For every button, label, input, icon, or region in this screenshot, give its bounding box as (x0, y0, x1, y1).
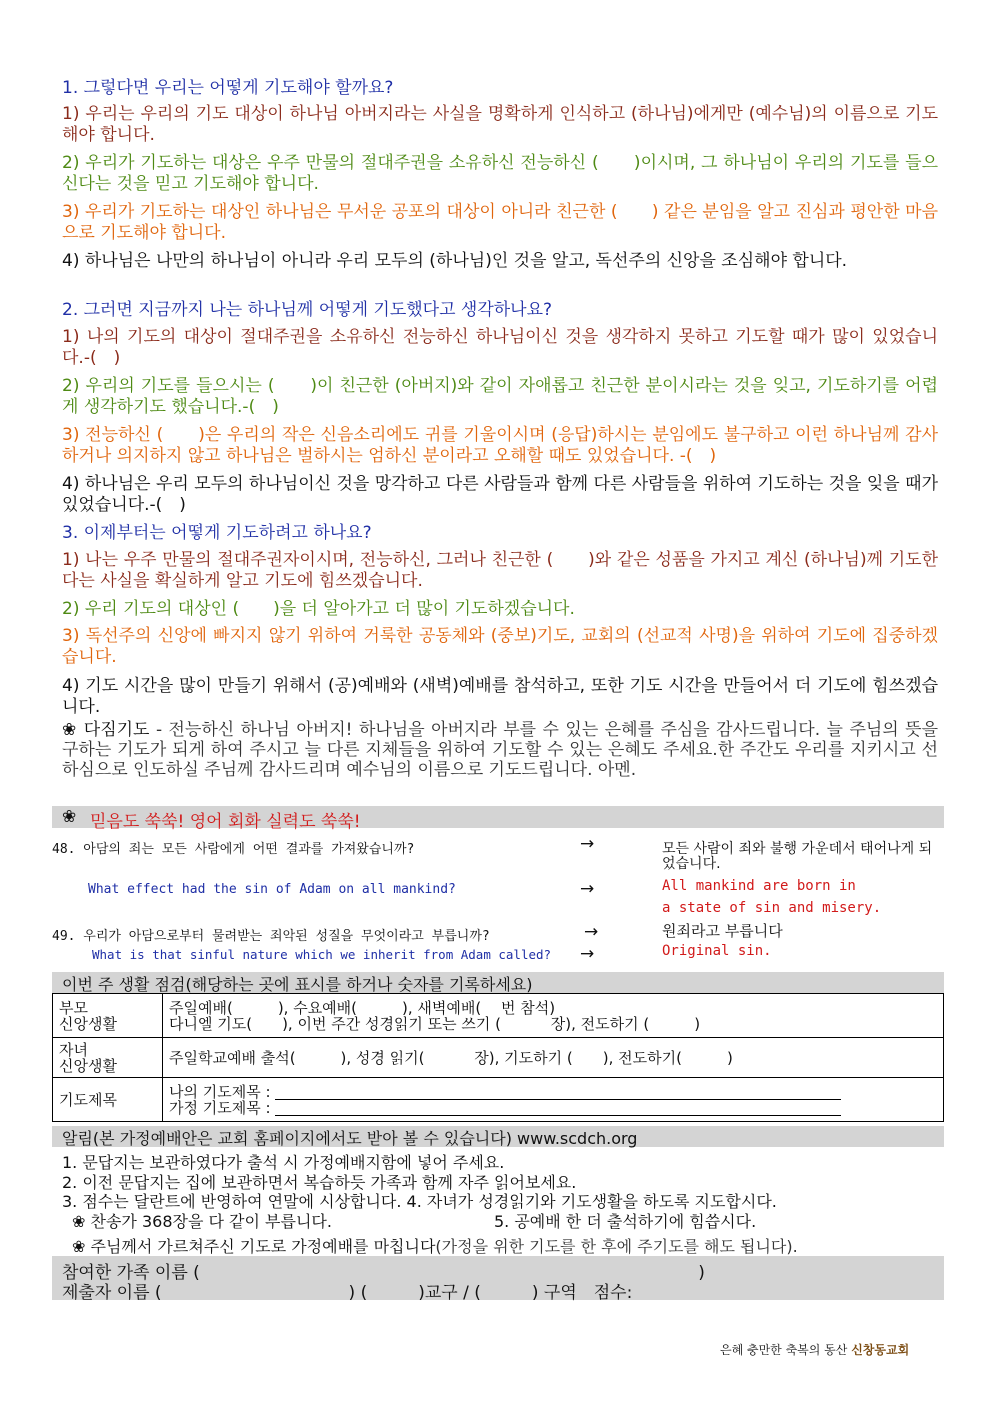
notice-hymn: ❀ 찬송가 368장을 다 같이 부릅니다. (72, 1212, 332, 1231)
section1-item-1: 1) 우리는 우리의 기도 대상이 하나님 아버지라는 사실을 명확하게 인식하고 (하나님)에게만 (예수님)의 이름으로 기도해야 합니다. (62, 104, 938, 145)
family-prayer-label: 가정 기도제목 : (169, 1098, 271, 1117)
flower-icon: ❀ (62, 807, 77, 827)
notice-bar (52, 1126, 944, 1147)
a48-english-2: a state of sin and misery. (662, 900, 882, 916)
section3-item-1: 1) 나는 우주 만물의 절대주권자이시며, 전능하신, 그러나 친근한 ( )와 같은 성품을 가지고 계신 (하나님)께 기도한다는 사실을 확실하게 알고 기도에 힘쓰겠습니다. (62, 550, 938, 591)
arrow-icon: → (580, 944, 595, 964)
my-prayer-label: 나의 기도제목 : (169, 1082, 271, 1101)
notice-closing: ❀ 주님께서 가르쳐주신 기도로 가정예배를 마칩니다(가정을 위한 기도를 한 후에 주기도를 해도 됩니다). (72, 1237, 798, 1256)
my-prayer-field[interactable] (275, 1087, 841, 1100)
a49-korean: 원죄라고 부릅니다 (662, 922, 783, 940)
section1-item-2: 2) 우리가 기도하는 대상은 우주 만물의 절대주권을 소유하신 전능하신 ( )이시며, 그 하나님이 우리의 기도를 들으신다는 것을 믿고 기도해야 합니다. (62, 153, 938, 194)
submission-form (52, 1256, 944, 1303)
table-row (53, 1038, 944, 1078)
faith-english-bar (52, 806, 944, 832)
section3-item-3: 3) 독선주의 신앙에 빠지지 않기 위하여 거룩한 공동체와 (중보)기도, 교회의 (선교적 사명)을 위하여 기도에 집중하겠습니다. (62, 626, 938, 667)
section2-heading: 2. 그러면 지금까지 나는 하나님께 어떻게 기도했다고 생각하나요? (62, 300, 553, 320)
life-check-table (52, 993, 944, 1122)
section3-item-4: 4) 기도 시간을 많이 만들기 위해서 (공)예배와 (새벽)예배를 참석하고, 또한 기도 시간을 만들어서 더 기도에 힘쓰겠습니다. (62, 676, 938, 717)
arrow-icon: → (584, 922, 599, 942)
table-row (53, 994, 944, 1038)
table-row (53, 1078, 944, 1122)
flower-icon: ❀ (72, 1237, 86, 1256)
section2-item-4: 4) 하나님은 우리 모두의 하나님이신 것을 망각하고 다른 사람들과 함께 다른 사람들을 위하여 기도하는 것을 잊을 때가 있었습니다.-( ) (62, 474, 938, 515)
church-name: 신창동교회 (851, 1343, 910, 1357)
section2-item-2: 2) 우리의 기도를 들으시는 ( )이 친근한 (아버지)와 같이 자애롭고 친근한 분이시라는 것을 잊고, 기도하기를 어렵게 생각하기도 했습니다.-( ) (62, 376, 938, 417)
section2-item-3: 3) 전능하신 ( )은 우리의 작은 신음소리에도 귀를 기울이시며 (응답)하시는 분임에도 불구하고 이런 하나님께 감사하거나 의지하지 않고 하나님은 벌하시는 엄하신 분이라고 오해할 때도 있었습니다. -( ) (62, 425, 938, 466)
section2-item-1: 1) 나의 기도의 대상이 절대주권을 소유하신 전능하신 하나님이신 것을 생각하지 못하고 기도할 때가 많이 있었습니다.-( ) (62, 327, 938, 368)
section3-heading: 3. 이제부터는 어떻게 기도하려고 하나요? (62, 523, 372, 543)
arrow-icon: → (580, 879, 595, 899)
row-label: 자녀 신앙생활 (53, 1038, 163, 1078)
a48-korean: 모든 사람이 죄와 불행 가운데서 태어나게 되었습니다. (662, 841, 933, 872)
family-prayer-field[interactable] (275, 1103, 841, 1116)
flower-icon: ❀ (72, 1212, 86, 1231)
life-check-bar (52, 972, 944, 993)
a48-english-1: All mankind are born in (662, 878, 856, 894)
row-label: 부모 신앙생활 (53, 994, 163, 1038)
notice-item-3: 3. 점수는 달란트에 반영하여 연말에 시상합니다. 4. 자녀가 성경읽기와 기도생활을 하도록 지도합시다. (62, 1192, 777, 1211)
q48-english: What effect had the sin of Adam on all mankind? (88, 882, 456, 897)
submitter-field[interactable]: 제출자 이름 ( ) ( )교구 / ( ) 구역 점수: (62, 1283, 633, 1303)
notice-title: 알림 (62, 1129, 93, 1148)
section1-heading: 1. 그렇다면 우리는 어떻게 기도해야 할까요? (62, 78, 394, 98)
q48-korean: 48. 아담의 죄는 모든 사람에게 어떤 결과를 가져왔습니까? (52, 842, 415, 857)
notice-subtitle: (본 가정예배안은 교회 홈페이지에서도 받아 볼 수 있습니다) www.scdch.org (92, 1129, 638, 1148)
q49-english: What is that sinful nature which we inherit from Adam called? (92, 947, 552, 962)
row-content[interactable]: 주일예배( ), 수요예배( ), 새벽예배( 번 참석) 다니엘 기도( ), 이번 주간 성경읽기 또는 쓰기 ( 장), 전도하기 ( ) (163, 994, 944, 1038)
resolution-title: 다짐기도 (83, 720, 150, 740)
resolution-prayer (62, 720, 938, 780)
section1-item-3: 3) 우리가 기도하는 대상인 하나님은 무서운 공포의 대상이 아니라 친근한 ( ) 같은 분임을 알고 진심과 평안한 마음으로 기도해야 합니다. (62, 202, 938, 243)
arrow-icon: → (580, 834, 595, 854)
resolution-text: - 전능하신 하나님 아버지! 하나님을 아버지라 부를 수 있는 은혜를 주심을 감사드립니다. 늘 주님의 뜻을 구하는 기도가 되게 하여 주시고 늘 다른 지체들을 위하여 기도할 수 있는 은혜도 주세요.한 주간도 우리를 지키시고 선하심으로 인도하실 주님께 감사드리며 예수님의 이름으로 기도드립니다. 아멘. (62, 720, 939, 780)
church-tagline: 은혜 충만한 축복의 동산 (720, 1343, 848, 1357)
notice-item-1: 1. 문답지는 보관하였다가 출석 시 가정예배지함에 넣어 주세요. (62, 1153, 505, 1172)
row-content[interactable] (163, 1078, 944, 1122)
family-names-field[interactable]: 참여한 가족 이름 ( ) (62, 1263, 705, 1283)
life-check-subtitle: (해당하는 곳에 표시를 하거나 숫자를 기록하세요) (185, 975, 533, 994)
life-check-title: 이번 주 생활 점검 (62, 975, 186, 994)
section3-item-2: 2) 우리 기도의 대상인 ( )을 더 알아가고 더 많이 기도하겠습니다. (62, 599, 575, 619)
notice-item-2: 2. 이전 문답지는 집에 보관하면서 복습하듯 가족과 함께 자주 읽어보세요. (62, 1173, 577, 1192)
flower-icon: ❀ (62, 720, 78, 740)
row-label: 기도제목 (53, 1078, 163, 1122)
church-footer (720, 1341, 909, 1358)
notice-item-5: 5. 공예배 한 더 출석하기에 힘씁시다. (494, 1212, 757, 1231)
faith-english-title: 믿음도 쑥쑥! 영어 회화 실력도 쑥쑥! (90, 812, 361, 832)
q49-korean: 49. 우리가 아담으로부터 물려받는 죄악된 성질을 무엇이라고 부릅니까? (52, 929, 490, 944)
row-content[interactable]: 주일학교예배 출석( ), 성경 읽기( 장), 기도하기 ( ), 전도하기( ) (163, 1038, 944, 1078)
section1-item-4: 4) 하나님은 나만의 하나님이 아니라 우리 모두의 (하나님)인 것을 알고, 독선주의 신앙을 조심해야 합니다. (62, 251, 848, 271)
a49-english: Original sin. (662, 943, 772, 959)
